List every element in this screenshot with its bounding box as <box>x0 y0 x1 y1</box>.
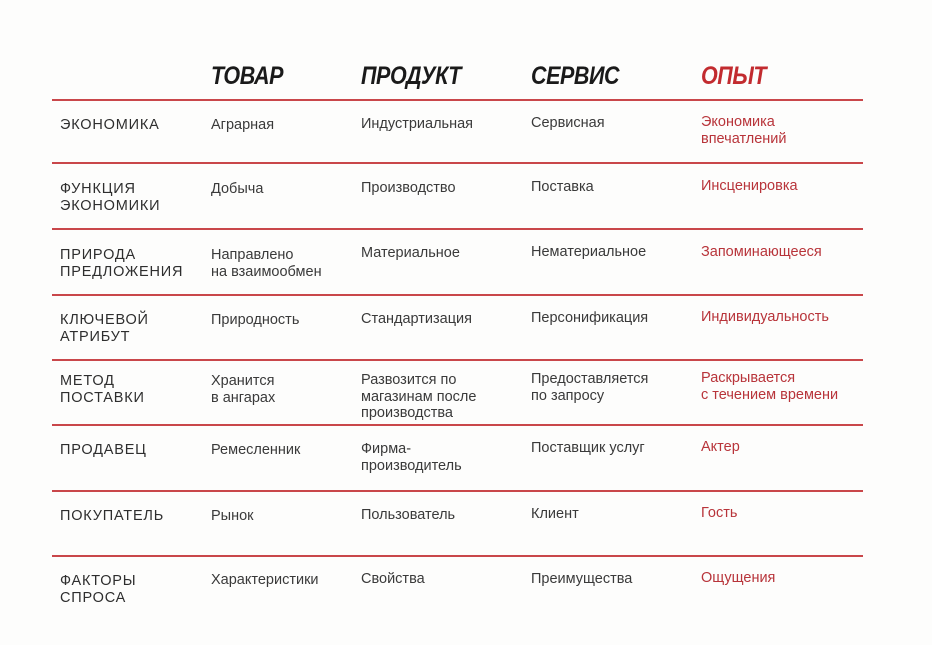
row-divider <box>52 294 863 296</box>
table-cell: Природность <box>211 312 300 328</box>
table-cell: Преимущества <box>531 571 633 587</box>
header-produkt: ПРОДУКТ <box>361 62 461 90</box>
header-servis: СЕРВИС <box>531 62 620 90</box>
table-cell: Рынок <box>211 508 254 524</box>
table-cell: Поставка <box>531 179 594 195</box>
row-label: МЕТОД ПОСТАВКИ <box>60 373 145 406</box>
row-label: ПРОДАВЕЦ <box>60 442 147 458</box>
table-cell: Ощущения <box>701 570 776 586</box>
table-cell: Сервисная <box>531 115 605 131</box>
table-cell: Добыча <box>211 181 264 197</box>
row-divider <box>52 555 863 557</box>
table-cell: Поставщик услуг <box>531 440 645 456</box>
table-cell: Актер <box>701 439 740 455</box>
table-cell: Хранится в ангарах <box>211 373 276 406</box>
table-cell: Запоминающееся <box>701 244 822 260</box>
table-cell: Персонификация <box>531 310 649 326</box>
row-divider <box>52 490 863 492</box>
table-cell: Пользователь <box>361 507 456 523</box>
header-opyt: ОПЫТ <box>701 62 767 90</box>
table-cell: Индустриальная <box>361 116 474 132</box>
row-divider <box>52 424 863 426</box>
table-cell: Инсценировка <box>701 178 798 194</box>
table-cell: Стандартизация <box>361 311 473 327</box>
table-cell: Аграрная <box>211 117 275 133</box>
row-label: ПОКУПАТЕЛЬ <box>60 508 165 524</box>
row-divider <box>52 228 863 230</box>
row-label: ЭКОНОМИКА <box>60 117 160 133</box>
table-cell: Индивидуальность <box>701 309 829 325</box>
row-label: КЛЮЧЕВОЙ АТРИБУТ <box>60 312 149 345</box>
table-cell: Развозится по магазинам после производства <box>361 372 477 421</box>
table-cell: Гость <box>701 505 738 521</box>
row-divider <box>52 99 863 101</box>
table-cell: Ремесленник <box>211 442 301 458</box>
table-cell: Экономика впечатлений <box>701 114 787 147</box>
table-cell: Направлено на взаимообмен <box>211 247 322 280</box>
row-label: ФУНКЦИЯ ЭКОНОМИКИ <box>60 181 161 214</box>
table-cell: Предоставляется по запросу <box>531 371 649 404</box>
table-cell: Раскрывается с течением времени <box>701 370 839 403</box>
row-label: ПРИРОДА ПРЕДЛОЖЕНИЯ <box>60 247 184 280</box>
table-cell: Нематериальное <box>531 244 647 260</box>
table-cell: Клиент <box>531 506 579 522</box>
table-cell: Материальное <box>361 245 460 261</box>
row-label: ФАКТОРЫ СПРОСА <box>60 573 137 606</box>
table-cell: Свойства <box>361 571 425 587</box>
table-cell: Производство <box>361 180 456 196</box>
row-divider <box>52 359 863 361</box>
header-tovar: ТОВАР <box>211 62 283 90</box>
table-cell: Характеристики <box>211 572 319 588</box>
table-cell: Фирма- производитель <box>361 441 462 474</box>
row-divider <box>52 162 863 164</box>
